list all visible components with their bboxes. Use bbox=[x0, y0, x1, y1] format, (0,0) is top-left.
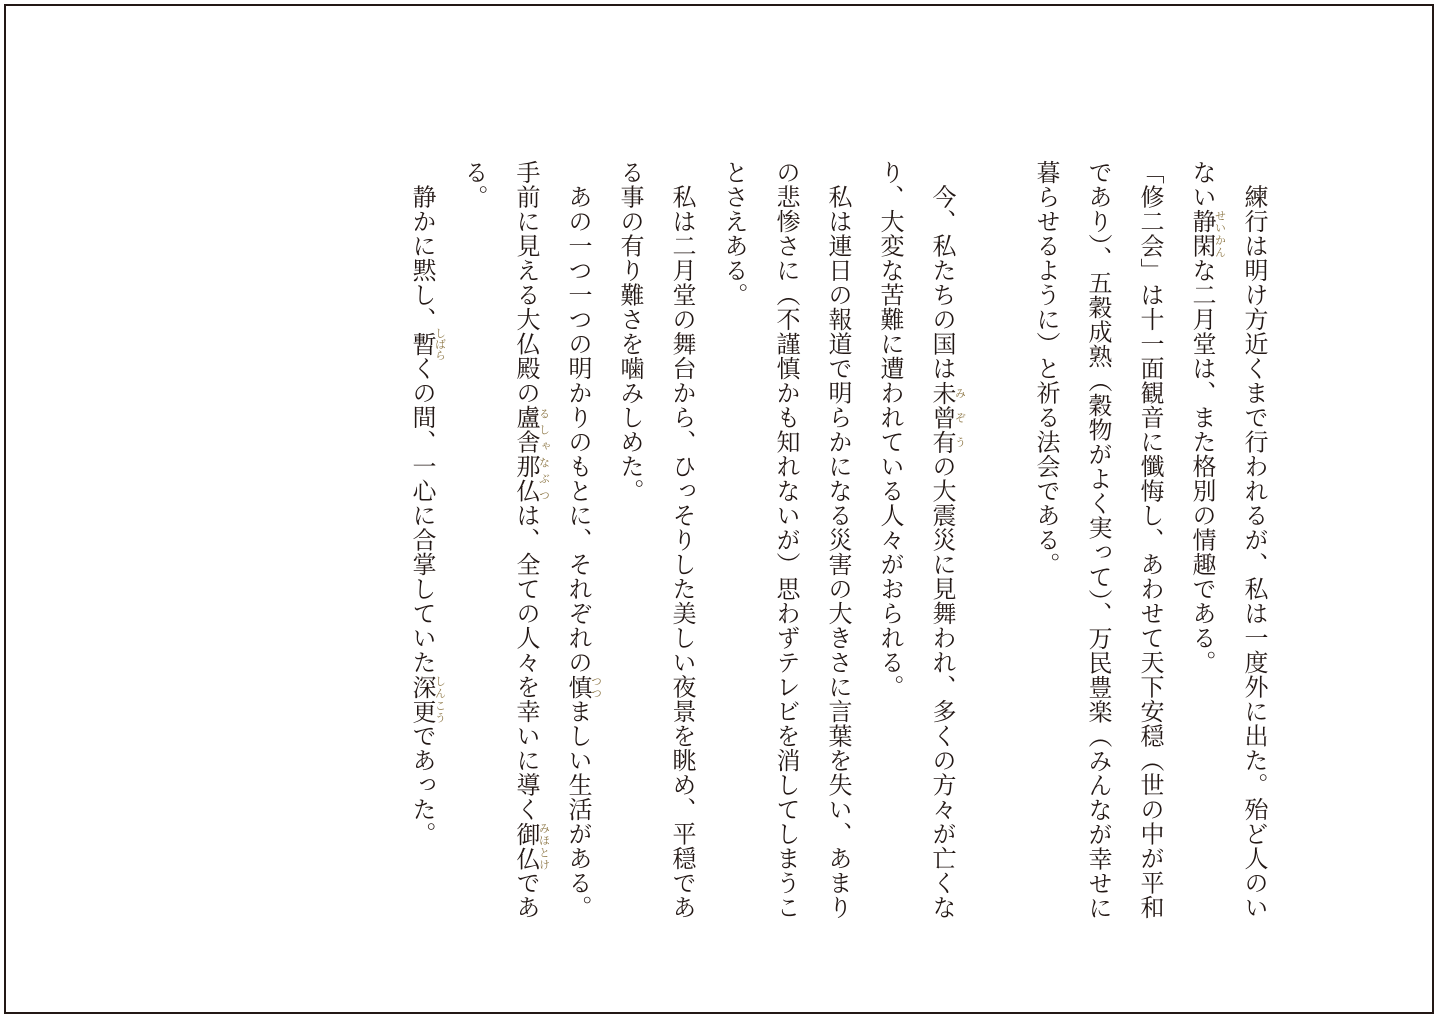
ruby-base: 深更 bbox=[408, 674, 436, 724]
ruby-reading: せいかん bbox=[1213, 209, 1227, 258]
text-run: である。 bbox=[460, 160, 540, 920]
ruby-word bbox=[408, 327, 447, 361]
ruby-word bbox=[512, 821, 551, 871]
paragraph bbox=[1176, 160, 1280, 920]
text-run: くの間、一心に合掌していた bbox=[408, 356, 436, 675]
text-run: 今、私たちの国は bbox=[928, 160, 956, 381]
text-run: であった。 bbox=[408, 723, 436, 846]
ruby-base: 盧舎那仏 bbox=[512, 405, 540, 503]
ruby-reading: るしゃなぶつ bbox=[537, 405, 551, 503]
ruby-reading: しばら bbox=[433, 327, 447, 361]
ruby-base: 未曾有 bbox=[928, 380, 956, 454]
paragraph bbox=[448, 160, 604, 920]
ruby-word bbox=[1188, 209, 1227, 258]
ruby-reading: しんこう bbox=[433, 674, 447, 724]
ruby-base: 暫 bbox=[408, 327, 436, 361]
ruby-word bbox=[408, 674, 447, 724]
text-run: は、全ての人々を幸いに導く bbox=[512, 503, 540, 822]
paragraph bbox=[396, 160, 448, 920]
ruby-base: 御仏 bbox=[512, 821, 540, 871]
ruby-base: 静閑 bbox=[1188, 209, 1216, 258]
vertical-text-body bbox=[396, 160, 1280, 920]
text-run: あの一つ一つの明かりのもとに、それぞれの bbox=[564, 160, 592, 675]
text-run: 練行は明け方近くまで行われるが、私は一度外に出た。殆ど人のいない bbox=[1188, 160, 1268, 920]
text-run: な二月堂は、また格別の情趣である。 bbox=[1188, 258, 1216, 675]
paragraph bbox=[604, 160, 708, 920]
paragraph bbox=[708, 160, 864, 920]
paragraph bbox=[864, 160, 968, 920]
text-run: 「修二会」は十一面観音に懺悔し、あわせて天下安穏（世の中が平和であり）、五穀成熟（穀物がよく実って）、万民豊楽（みんなが幸せに暮らせるように）と祈る法会である。 bbox=[1032, 160, 1164, 920]
ruby-reading: つつ bbox=[589, 674, 603, 699]
ruby-base: 慎 bbox=[564, 674, 592, 699]
ruby-reading: みぞう bbox=[953, 380, 967, 454]
ruby-word bbox=[512, 405, 551, 503]
text-run: 私は二月堂の舞台から、ひっそりした美しい夜景を眺め、平穏である事の有り難さを噛みしめた。 bbox=[616, 160, 696, 920]
ruby-word bbox=[928, 380, 967, 455]
text-run: 私は連日の報道で明らかになる災害の大きさに言葉を失い、あまりの悲惨さに（不謹慎かも知れないが）思わずテレビを消してしまうことさえある。 bbox=[720, 160, 852, 920]
text-run: ましい生活がある。手前に見える大仏殿の bbox=[512, 160, 592, 920]
ruby-reading: みほとけ bbox=[537, 821, 551, 871]
text-run: の大震災に見舞われ、多くの方々が亡くなり、大変な苦難に遭われている人々がおられる。 bbox=[876, 160, 956, 920]
paragraph bbox=[1020, 160, 1176, 920]
text-run: 静かに黙し、 bbox=[408, 160, 436, 332]
ruby-word bbox=[564, 674, 603, 700]
